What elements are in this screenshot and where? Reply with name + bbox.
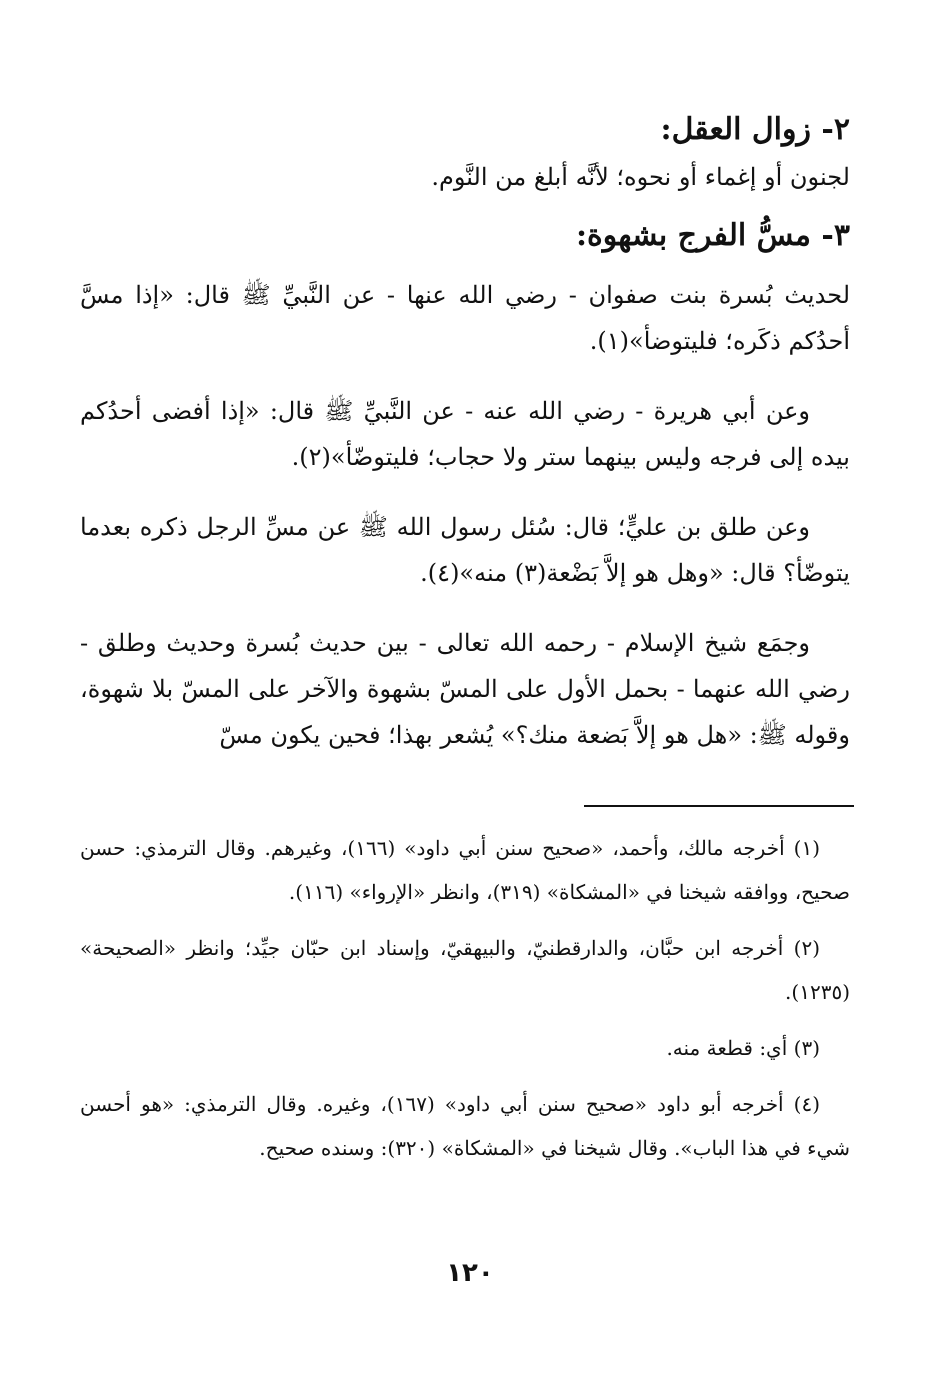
footnotes: [80, 826, 850, 1182]
footnote-1: (١) أخرجه مالك، وأحمد، «صحيح سنن أبي داود» (١٦٦)، وغيرهم. وقال الترمذي: حسن صحيح، ووافقه شيخنا في «المشكاة» (٣١٩)، وانظر «الإرواء» (١١٦).: [80, 836, 850, 904]
paragraph-reconciliation: وجمَع شيخ الإسلام - رحمه الله تعالى - بين حديث بُسرة وحديث وطلق - رضي الله عنهما - بحمل الأول على المسّ بشهوة والآخر على المسّ بلا شهوة، وقوله ﷺ: «هل هو إلاَّ بَضعة منك؟» يُشعر بهذا؛ فحين يكون مسّ: [80, 629, 850, 749]
main-text: [80, 106, 850, 758]
footnote-2: (٢) أخرجه ابن حبَّان، والدارقطنيّ، والبيهقيّ، وإسناد ابن حبّان جيِّد؛ وانظر «الصحيحة» (١٢٣٥).: [80, 936, 850, 1004]
footnote-4: (٤) أخرجه أبو داود «صحيح سنن أبي داود» (١٦٧)، وغيره. وقال الترمذي: «هو أحسن شيء في هذا الباب». وقال شيخنا في «المشكاة» (٣٢٠): وسنده صحيح.: [80, 1092, 850, 1160]
footnote-3: (٣) أي: قطعة منه.: [666, 1036, 820, 1060]
page-number: ١٢٠: [446, 1258, 494, 1288]
section-2-text: لجنون أو إغماء أو نحوه؛ لأنَّه أبلغ من النَّوم.: [431, 163, 850, 191]
section-3-heading: ٣- مسُّ الفرج بشهوة:: [575, 218, 850, 253]
section-2-heading: ٢- زوال العقل:: [660, 112, 850, 147]
paragraph-abu-hurayra-hadith: وعن أبي هريرة - رضي الله عنه - عن النَّبيِّ ﷺ قال: «إذا أفضى أحدُكم بيده إلى فرجه وليس بينهما ستر ولا حجاب؛ فليتوضّأ»(٢).: [80, 397, 850, 471]
paragraph-busra-hadith: لحديث بُسرة بنت صفوان - رضي الله عنها - عن النَّبيِّ ﷺ قال: «إذا مسَّ أحدُكم ذكَره؛ فليتوضأ»(١).: [80, 281, 850, 355]
footnote-separator: [584, 805, 854, 807]
paragraph-talq-hadith: وعن طلق بن عليٍّ؛ قال: سُئل رسول الله ﷺ عن مسِّ الرجل ذكره بعدما يتوضّأ؟ قال: «وهل هو إلاَّ بَضْعة(٣) منه»(٤).: [80, 513, 850, 587]
